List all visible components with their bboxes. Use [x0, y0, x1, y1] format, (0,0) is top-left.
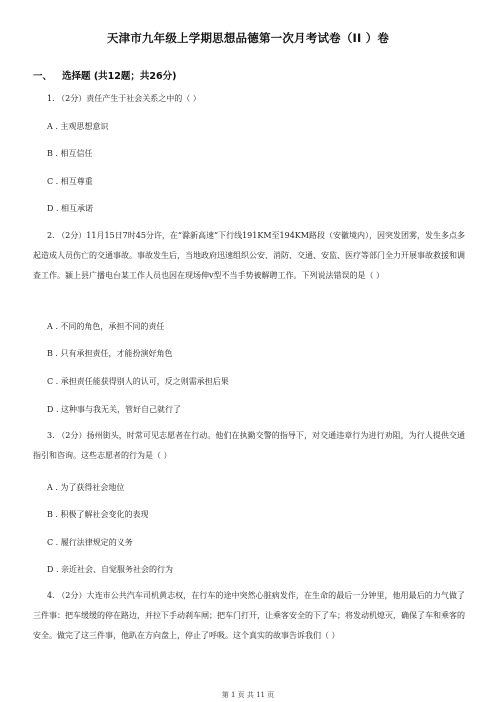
section-number: 一、 — [33, 71, 53, 82]
question-1-option-b: B . 相互信任 — [47, 149, 93, 158]
question-2-option-b: B . 只有承担责任，才能扮演好角色 — [47, 349, 173, 358]
section-title: 选择题 (共12题；共26分) — [62, 71, 177, 82]
question-2-option-a: A . 不同的角色，承担不同的责任 — [47, 322, 165, 331]
question-1-option-d: D . 相互承诺 — [47, 204, 94, 213]
question-4-stem: 4. （2分）大连市公共汽车司机黄志权，在行车的途中突然心脏病发作，在生命的最后一分钟里，他用最后的力气做了三件事：把车缓缓的停在路边，并拉下手动刹车闸；把车门打开，让乘客安全的下了车；将发动机熄灭，确保了车和乘客的安全。做完了这三件事，他趴在方向盘上，停止了呼吸。这个真实的故事告诉我们（ ） — [33, 591, 465, 640]
question-3-stem: 3. （2分）扬州街头，时常可见志愿者在行动。他们在执勤交警的指导下，对交通违章行为进行劝阻，为行人提供交通指引和咨询。这些志愿者的行为是（ ） — [33, 431, 465, 460]
question-3-option-b: B . 积极了解社会变化的表现 — [47, 510, 149, 519]
document-title: 天津市九年级上学期思想品德第一次月考试卷（II ）卷 — [106, 31, 390, 45]
question-1-option-c: C . 相互尊重 — [47, 177, 93, 186]
page-footer: 第 1 页 共 11 页 — [221, 691, 275, 699]
question-3-option-d: D . 亲近社会、自觉服务社会的行为 — [47, 565, 174, 574]
question-1-option-a: A . 主观思想意识 — [47, 122, 109, 131]
question-3-option-c: C . 履行法律规定的义务 — [47, 538, 133, 547]
question-2-option-d: D . 这种事与我无关，管好自己就行了 — [47, 405, 182, 414]
question-2-stem: 2. （2分）11月15日7时45分许，在“滁新高速”下行线191KM至194KM路段（安徽境内），因突发团雾，发生多点多起造成人员伤亡的交通事故。事故发生后，当地政府迅速组织公安、消防、交通、安监、医疗等部门全力开展事故救援和调查工作。颍上县广播电台某工作人员也因在现场伸v型不当手势被解聘工作。下列说法错误的是（ ） — [33, 231, 465, 280]
question-3-option-a: A . 为了获得社会地位 — [47, 483, 125, 492]
question-2-option-c: C . 承担责任能获得别人的认可，反之则需承担后果 — [47, 377, 229, 386]
section-heading — [33, 68, 176, 82]
question-1-stem: 1. （2分）责任产生于社会关系之中的（ ） — [47, 94, 201, 103]
